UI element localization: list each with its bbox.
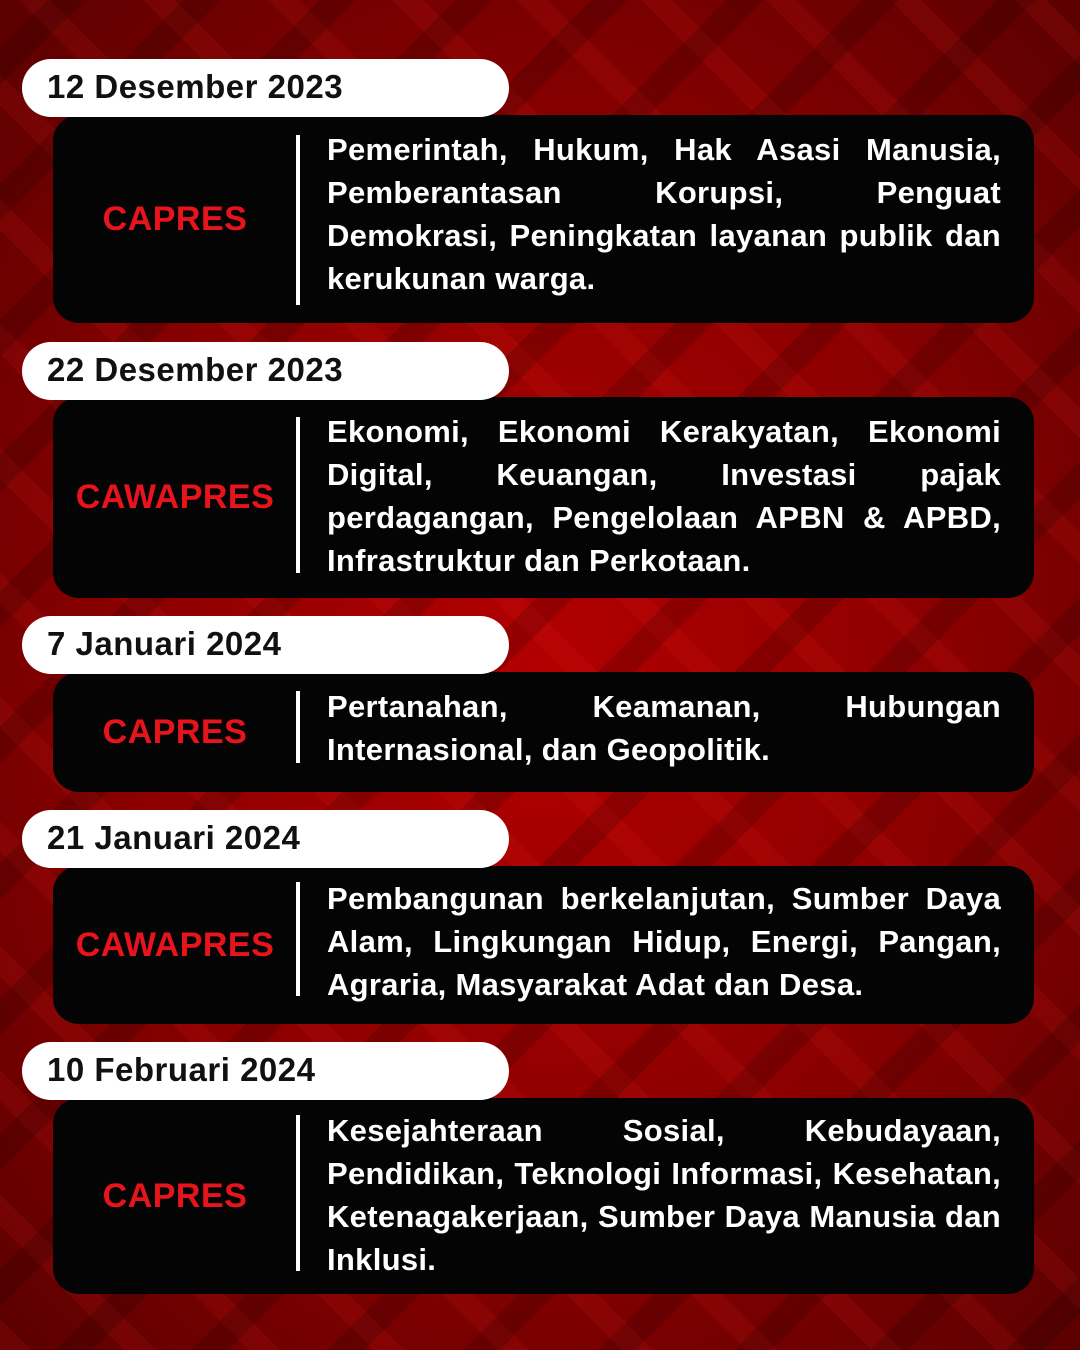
- topic-text: Pembangunan berkelanjutan, Sumber Daya Alam, Lingkungan Hidup, Energi, Pangan, Agraria, Masyarakat Adat dan Desa.: [327, 881, 1001, 1002]
- date-pill: 12 Desember 2023: [22, 59, 509, 117]
- schedule-card: [53, 1098, 1034, 1294]
- schedule-item: [0, 1042, 1080, 1294]
- schedule-item: [0, 616, 1080, 792]
- role-label: CAPRES: [102, 199, 248, 238]
- card-divider: [296, 1115, 300, 1271]
- topic-text: Kesejahteraan Sosial, Kebudayaan, Pendidikan, Teknologi Informasi, Kesehatan, Ketenagakerjaan, Sumber Daya Manusia dan Inklusi.: [327, 1113, 1001, 1277]
- schedule-card: [53, 397, 1034, 598]
- schedule-card: [53, 866, 1034, 1024]
- schedule-item: [0, 342, 1080, 600]
- role-label: CAPRES: [102, 712, 248, 751]
- topic-text: Pemerintah, Hukum, Hak Asasi Manusia, Pemberantasan Korupsi, Penguat Demokrasi, Peningkatan layanan publik dan kerukunan warga.: [327, 132, 1001, 296]
- schedule-item: [0, 59, 1080, 323]
- date-pill: 22 Desember 2023: [22, 342, 509, 400]
- schedule-card: [53, 672, 1034, 792]
- schedule-card: [53, 115, 1034, 323]
- role-label: CAWAPRES: [75, 478, 275, 516]
- date-pill: 21 Januari 2024: [22, 810, 509, 868]
- card-divider: [296, 691, 300, 763]
- card-divider: [296, 135, 300, 305]
- date-pill: 7 Januari 2024: [22, 616, 509, 674]
- card-divider: [296, 882, 300, 996]
- role-label: CAWAPRES: [75, 925, 275, 964]
- card-divider: [296, 417, 300, 573]
- topic-text: Ekonomi, Ekonomi Kerakyatan, Ekonomi Digital, Keuangan, Investasi pajak perdagangan, Pengelolaan APBN & APBD, Infrastruktur dan Perkotaan.: [327, 414, 1001, 578]
- schedule-item: [0, 810, 1080, 1024]
- role-label: CAPRES: [102, 1176, 248, 1215]
- date-pill: 10 Februari 2024: [22, 1042, 509, 1100]
- topic-text: Pertanahan, Keamanan, Hubungan Internasional, dan Geopolitik.: [327, 689, 1001, 767]
